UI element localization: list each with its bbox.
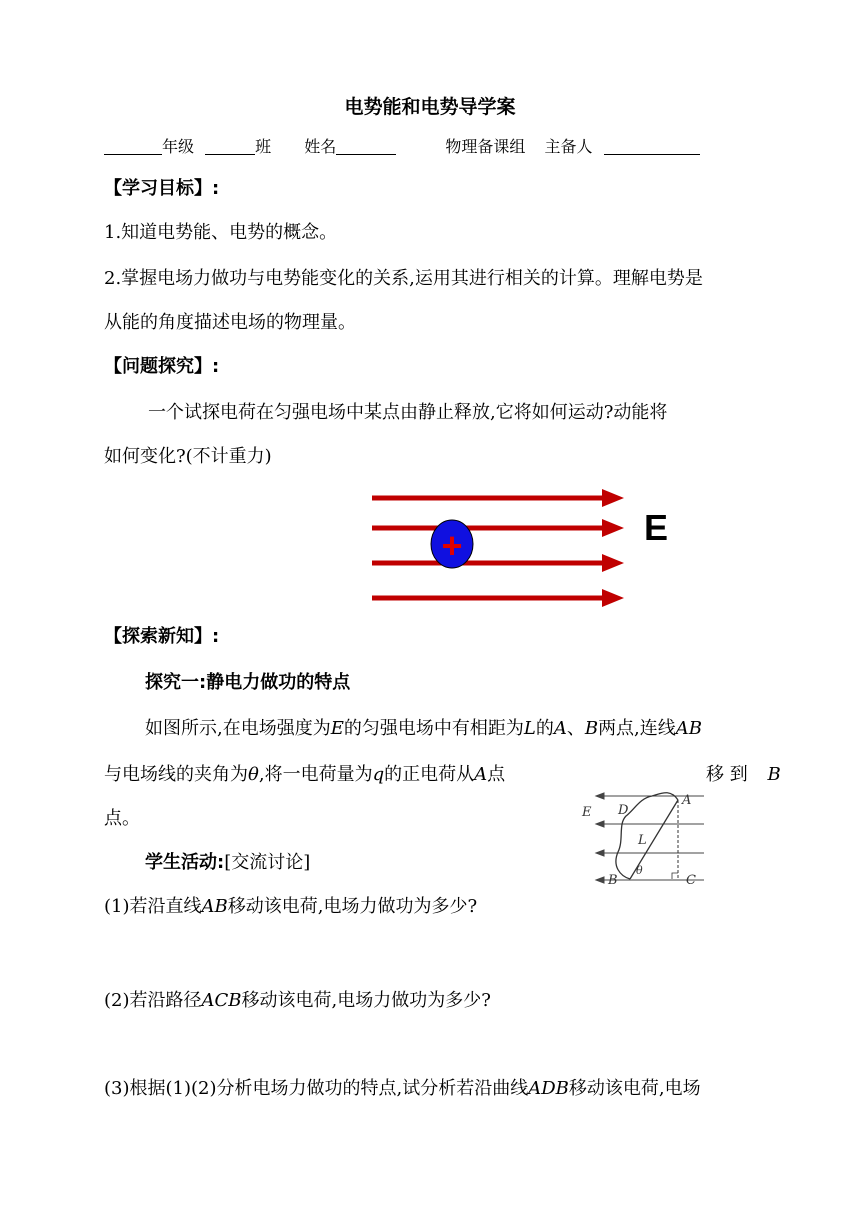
page-title: 电势能和电势导学案 — [344, 96, 516, 118]
activity-label: 学生活动: — [145, 852, 225, 873]
preparer-label: 主备人 — [544, 137, 593, 156]
inquiry-line-1: 一个试探电荷在匀强电场中某点由静止释放,它将如何运动?动能将 — [148, 402, 668, 423]
field-label-E: E — [644, 507, 669, 548]
explore-paragraph-line-1: 如图所示,在电场强度为E的匀强电场中有相距为L的A、B两点,连线AB — [145, 718, 703, 739]
label-theta: θ — [636, 864, 643, 877]
field-line-1 — [372, 489, 624, 507]
question-1: (1)若沿直线AB移动该电荷,电场力做功为多少? — [104, 896, 478, 917]
goal-2-line-1: 2.掌握电场力做功与电势能变化的关系,运用其进行相关的计算。理解电势是 — [104, 268, 703, 289]
label-B: B — [608, 873, 618, 888]
label-L: L — [638, 833, 647, 848]
class-label: 班 — [255, 137, 272, 156]
label-D: D — [618, 803, 629, 818]
student-info-line — [104, 134, 700, 157]
charge-sign: + — [441, 525, 463, 566]
goal-2-line-2: 从能的角度描述电场的物理量。 — [104, 312, 356, 333]
goals-heading: 【学习目标】: — [104, 178, 220, 199]
grade-blank[interactable] — [104, 138, 162, 155]
preparer-blank[interactable] — [604, 138, 700, 155]
group-label: 物理备课组 — [445, 137, 526, 156]
field-lines — [372, 489, 624, 607]
explore-paragraph-line-3: 点。 — [104, 808, 140, 829]
explore-paragraph-line-2-tail: 移 到 B — [706, 764, 781, 785]
field-line-4 — [372, 589, 624, 607]
goal-1: 1.知道电势能、电势的概念。 — [104, 222, 338, 243]
activity-text: [交流讨论] — [224, 852, 311, 873]
label-E: E — [582, 805, 592, 820]
name-blank[interactable] — [336, 138, 396, 155]
student-activity-line — [145, 848, 310, 874]
question-3: (3)根据(1)(2)分析电场力做功的特点,试分析若沿曲线ADB移动该电荷,电场 — [104, 1078, 701, 1099]
inquiry-heading: 【问题探究】: — [104, 356, 220, 377]
subsection-1-title: 探究一:静电力做功的特点 — [145, 672, 351, 693]
grade-label: 年级 — [162, 137, 195, 156]
field-line-3 — [372, 554, 624, 572]
inquiry-line-2: 如何变化?(不计重力) — [104, 446, 272, 467]
class-blank[interactable] — [205, 138, 255, 155]
label-C: C — [686, 873, 696, 888]
path-work-figure — [578, 786, 708, 892]
name-label: 姓名 — [304, 137, 337, 156]
explore-heading: 【探索新知】: — [104, 626, 220, 647]
field-line-2 — [372, 519, 624, 537]
label-A: A — [682, 793, 692, 808]
right-angle-mark — [672, 873, 678, 879]
question-2: (2)若沿路径ACB移动该电荷,电场力做功为多少? — [104, 990, 491, 1011]
explore-paragraph-line-2: 与电场线的夹角为θ,将一电荷量为q的正电荷从A点 — [104, 764, 506, 785]
uniform-field-figure — [360, 482, 690, 612]
